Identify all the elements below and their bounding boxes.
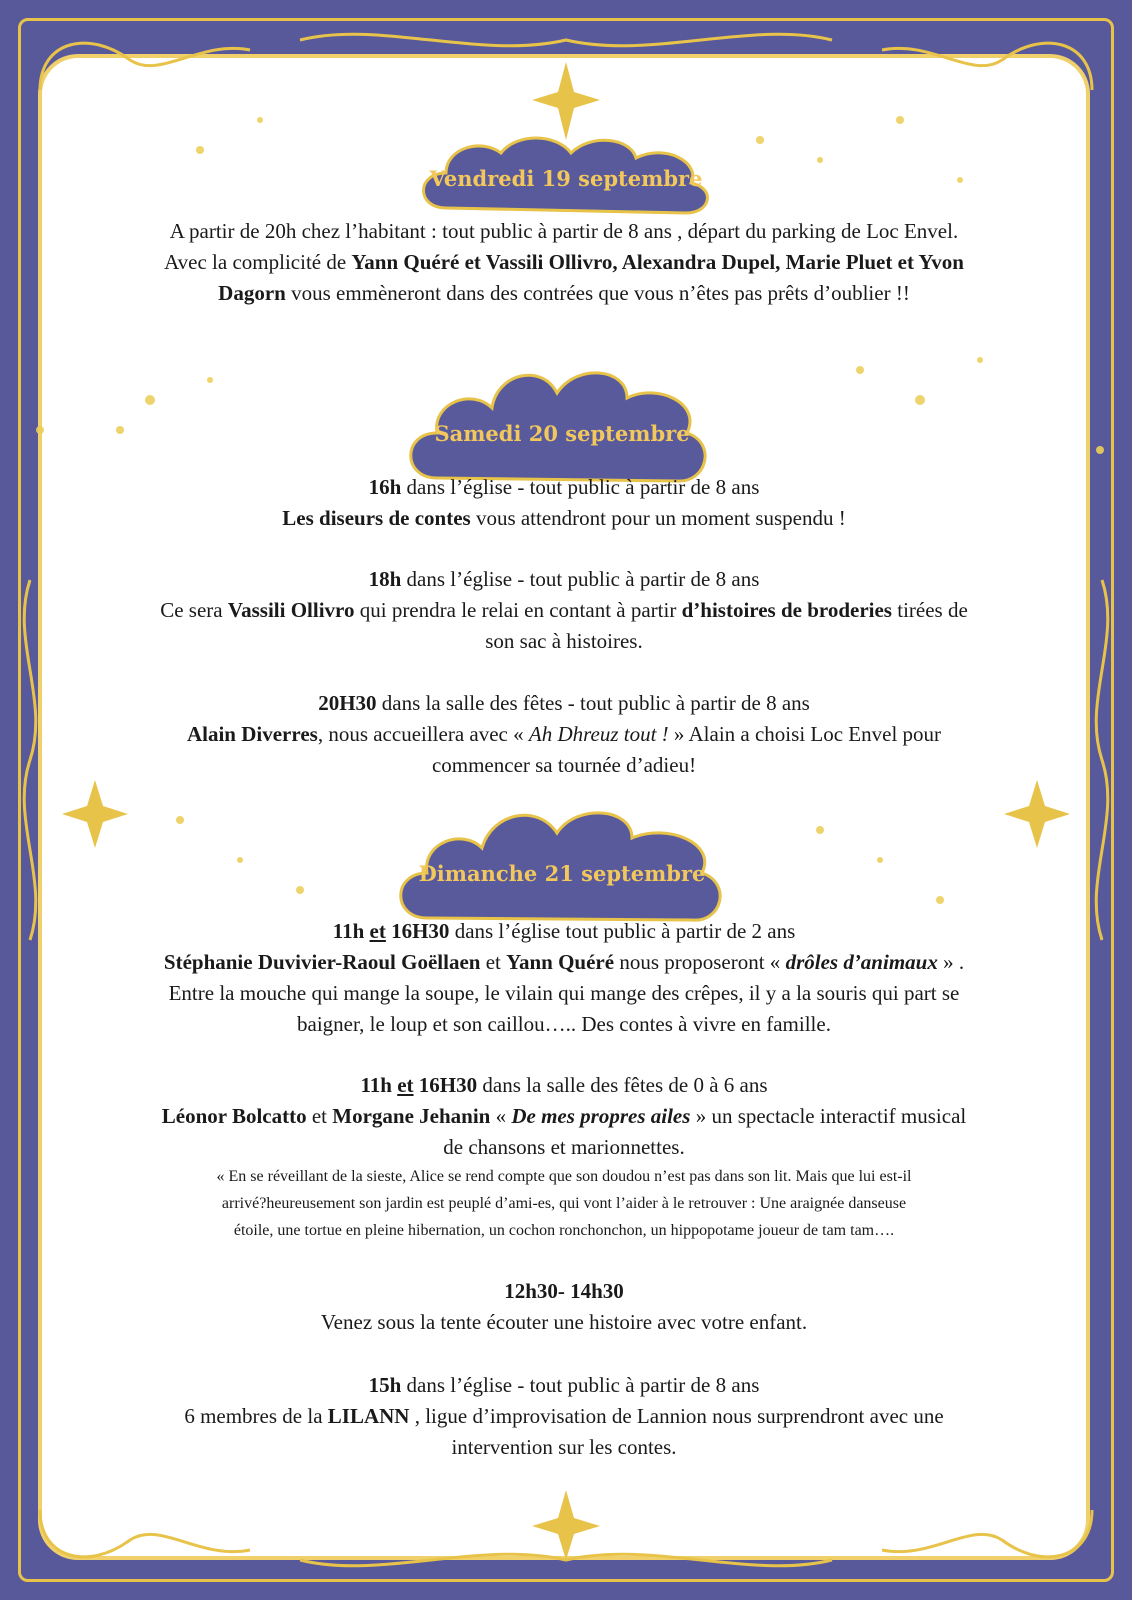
saturday-event-1: 16h dans l’église - tout public à partir de 8 ans Les diseurs de contes vous attendront pour un moment suspendu ! (282, 475, 846, 530)
saturday-event-3: 20H30 dans la salle des fêtes - tout public à partir de 8 ans Alain Diverres, nous accueillera avec « Ah Dhreuz tout ! » Alain a choisi Loc Envel pour commencer sa tournée d’adieu! (186, 691, 942, 777)
sunday-event-3: 12h30- 14h30 Venez sous la tente écouter une histoire avec votre enfant. (320, 1279, 808, 1334)
sunday-event-4: 15h dans l’église - tout public à partir de 8 ans 6 membres de la LILANN , ligue d’improvisation de Lannion nous surprendront avec une intervention sur les contes. (184, 1373, 944, 1459)
friday-line1: A partir de 20h chez l’habitant : tout public à partir de 8 ans , départ du parking de Loc Envel. (169, 219, 959, 243)
sunday-event-1: 11h et 16H30 dans l’église tout public à partir de 2 ans Stéphanie Duvivier-Raoul Goëllaen et Yann Quéré nous proposeront « drôles d’animaux » . Entre la mouche qui mange la soupe, le vilain qui mange des crêpes, il y a la souris qui part se baigner, le loup et son caillou….. Des contes à vivre en famille. (163, 919, 965, 1036)
friday-text (72, 216, 1056, 309)
friday-line3: Dagorn vous emmèneront dans des contrées que vous n’êtes pas prêts d’oublier !! (218, 281, 910, 305)
friday-line2: Avec la complicité de Yann Quéré et Vassili Ollivro, Alexandra Dupel, Marie Pluet et Yvon (164, 250, 964, 274)
section-title: Samedi 20 septembre (434, 420, 690, 446)
cloud-saturday (402, 353, 722, 453)
cloud-sunday (387, 798, 737, 898)
sunday-event-2: 11h et 16H30 dans la salle des fêtes de 0 à 6 ans Léonor Bolcatto et Morgane Jehanin « De mes propres ailes » un spectacle interactif musical de chansons et marionnettes. « En se réveillant de la sieste, Alice se rend compte que son doudou n’est pas dans son lit. Mais que lui est-il arrivé?heureusement son jardin est peuplé d’ami-es, qui vont l’aider à le retrouver : Une araignée danseuse étoile, une tortue en pleine hibernation, un cochon ronchonchon, un hippopotame joueur de tam tam…. (161, 1073, 967, 1239)
section-title: Dimanche 21 septembre (418, 860, 706, 886)
saturday-event-2: 18h dans l’église - tout public à partir de 8 ans Ce sera Vassili Ollivro qui prendra le relai en contant à partir d’histoires de broderies tirées de son sac à histoires. (160, 567, 968, 653)
cloud-friday (406, 128, 726, 228)
section-title: Vendredi 19 septembre (429, 165, 703, 191)
